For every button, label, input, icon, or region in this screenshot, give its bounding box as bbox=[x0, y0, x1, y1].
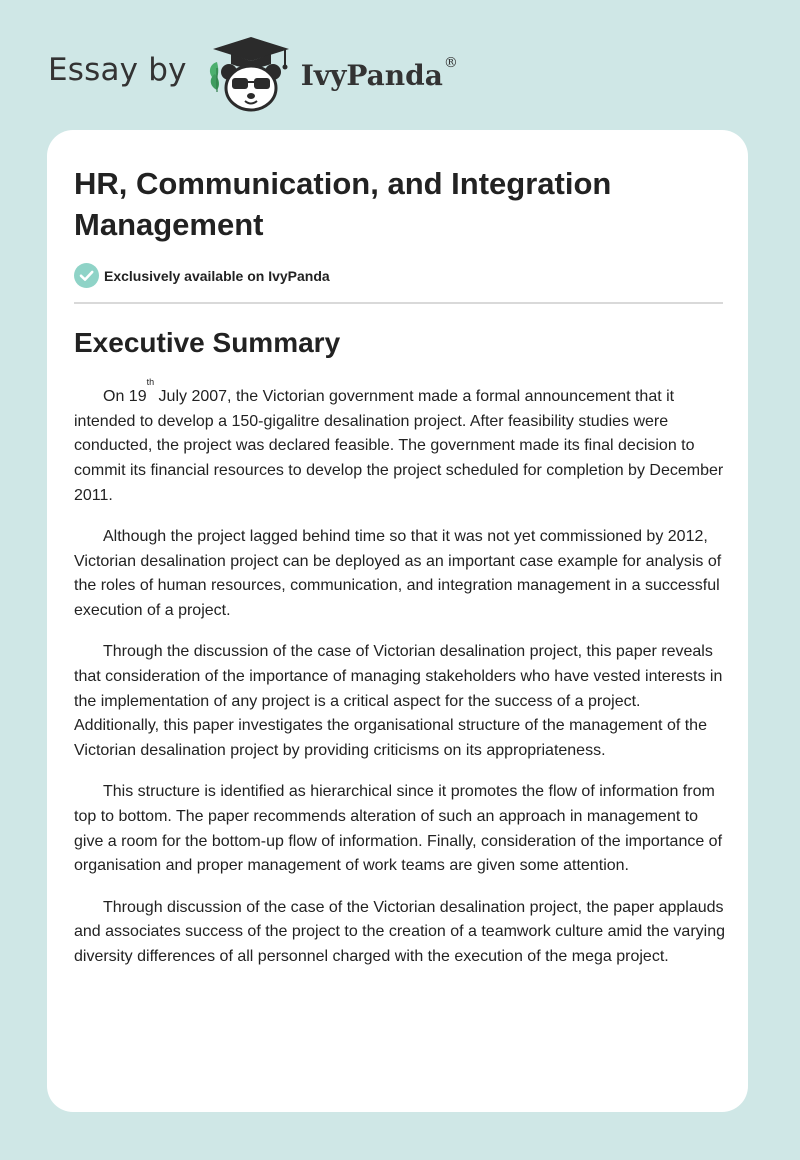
essay-body bbox=[74, 377, 726, 986]
paragraph: Although the project lagged behind time so that it was not yet commissioned by 2012, Victorian desalination project can be deployed as an important case example for analysis of the roles of human resources, communication, and integration management in a successful execution of a project. bbox=[74, 528, 722, 620]
essay-title: HR, Communication, and Integration Management bbox=[74, 166, 612, 242]
essay-card bbox=[47, 130, 748, 1112]
paragraph: Through discussion of the case of the Victorian desalination project, the paper applauds and associates success of the project to the creation of a teamwork culture amid the varying diversity differences of all personnel charged with the execution of the mega project. bbox=[74, 898, 725, 966]
exclusive-badge-text: Exclusively available on IvyPanda bbox=[104, 267, 330, 284]
panda-graduate-icon[interactable] bbox=[205, 34, 297, 114]
check-circle-icon bbox=[74, 263, 99, 288]
brand-name[interactable]: IvyPanda® bbox=[300, 54, 458, 92]
divider bbox=[74, 302, 723, 304]
exclusive-badge bbox=[74, 263, 330, 288]
essay-by-label: Essay by bbox=[48, 52, 187, 88]
paragraph: On 19th July 2007, the Victorian government made a formal announcement that it intended to develop a 150-gigalitre desalination project. After feasibility studies were conducted, the project was declared feasible. The government made its final decision to commit its financial resources to develop the project scheduled for completion by December 2011. bbox=[74, 377, 724, 504]
paragraph: Through the discussion of the case of Victorian desalination project, this paper reveals that consideration of the importance of managing stakeholders who have vested interests in the implementation of any project is a critical aspect for the success of a project. Additionally, this paper investigates the organisational structure of the management of the Victorian desalination project by providing criticisms on its appropriateness. bbox=[74, 643, 723, 760]
section-title: Executive Summary bbox=[74, 327, 341, 358]
registered-mark: ® bbox=[443, 54, 458, 71]
site-header bbox=[48, 34, 458, 114]
paragraph: This structure is identified as hierarchical since it promotes the flow of information from top to bottom. The paper recommends alteration of such an approach in management to give a room for the bottom-up flow of information. Finally, consideration of the importance of organisation and proper management of work teams are given some attention. bbox=[74, 783, 723, 875]
